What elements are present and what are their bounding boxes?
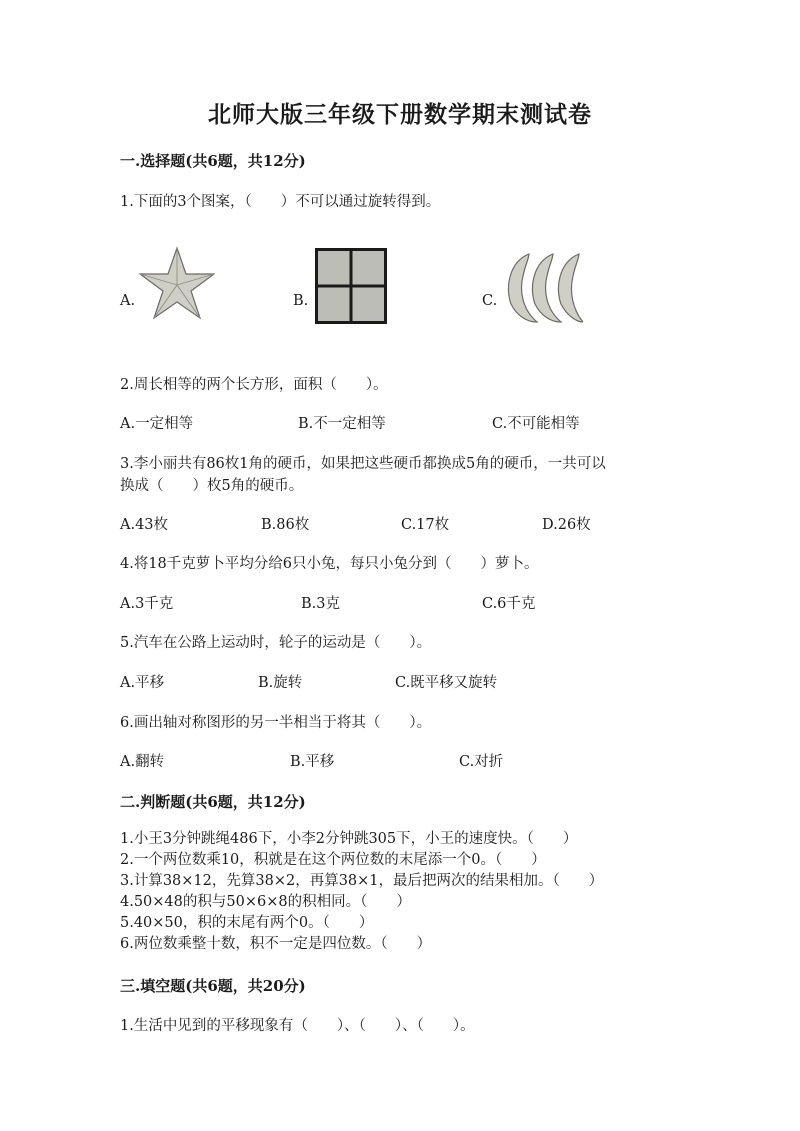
page-title: 北师大版三年级下册数学期末测试卷: [208, 101, 592, 128]
option: C.不可能相等: [492, 416, 580, 432]
option: B.平移: [290, 754, 335, 770]
judge-item: 1.小王3分钟跳绳486下，小李2分钟跳305下，小王的速度快。（ ）: [120, 831, 578, 847]
option-label: A.: [120, 293, 136, 309]
option: C.对折: [459, 754, 504, 770]
question-stem: 4.将18千克萝卜平均分给6只小兔，每只小兔分到（ ）萝卜。: [120, 556, 539, 572]
option: C.6千克: [482, 596, 536, 612]
option: B.旋转: [258, 675, 303, 691]
section-heading-fill: 三.填空题(共6题，共20分): [120, 977, 306, 995]
question-stem: 1.生活中见到的平移现象有（ ）、（ ）、（ ）。: [120, 1018, 475, 1034]
question-stem: 换成（ ）枚5角的硬币。: [120, 478, 304, 494]
option: A.43枚: [120, 517, 169, 533]
option-label: B.: [293, 293, 309, 309]
judge-item: 6.两位数乘整十数，积不一定是四位数。（ ）: [120, 936, 432, 952]
option: A.3千克: [120, 596, 174, 612]
option: C.17枚: [401, 517, 450, 533]
section-heading-judge: 二.判断题(共6题，共12分): [120, 793, 306, 811]
option: A.一定相等: [120, 416, 194, 432]
question-stem: 1.下面的3个图案，（ ）不可以通过旋转得到。: [120, 194, 441, 210]
crescent-moons-icon: [503, 252, 583, 324]
question-stem: 3.李小丽共有86枚1角的硬币，如果把这些硬币都换成5角的硬币，一共可以: [120, 456, 606, 472]
question-stem: 6.画出轴对称图形的另一半相当于将其（ ）。: [120, 715, 432, 731]
option: B.3克: [301, 596, 340, 612]
question-stem: 5.汽车在公路上运动时，轮子的运动是（ ）。: [120, 635, 432, 651]
judge-item: 3.计算38×12，先算38×2，再算38×1，最后把两次的结果相加。（ ）: [120, 873, 604, 889]
judge-item: 2.一个两位数乘10，积就是在这个两位数的末尾添一个0。（ ）: [120, 852, 546, 868]
question-stem: 2.周长相等的两个长方形，面积（ ）。: [120, 377, 388, 393]
judge-item: 5.40×50，积的末尾有两个0。（ ）: [120, 915, 374, 931]
option: B.86枚: [261, 517, 310, 533]
grid-square-icon: [315, 248, 387, 324]
judge-list: [120, 829, 603, 955]
option: B.不一定相等: [298, 416, 386, 432]
option: D.26枚: [542, 517, 591, 533]
star-icon: [139, 245, 215, 321]
option: C.既平移又旋转: [395, 675, 498, 691]
option: A.平移: [120, 675, 165, 691]
option-label: C.: [482, 293, 498, 309]
judge-item: 4.50×48的积与50×6×8的积相同。（ ）: [120, 894, 411, 910]
section-heading-choice: 一.选择题(共6题，共12分): [120, 152, 306, 170]
option: A.翻转: [120, 754, 165, 770]
